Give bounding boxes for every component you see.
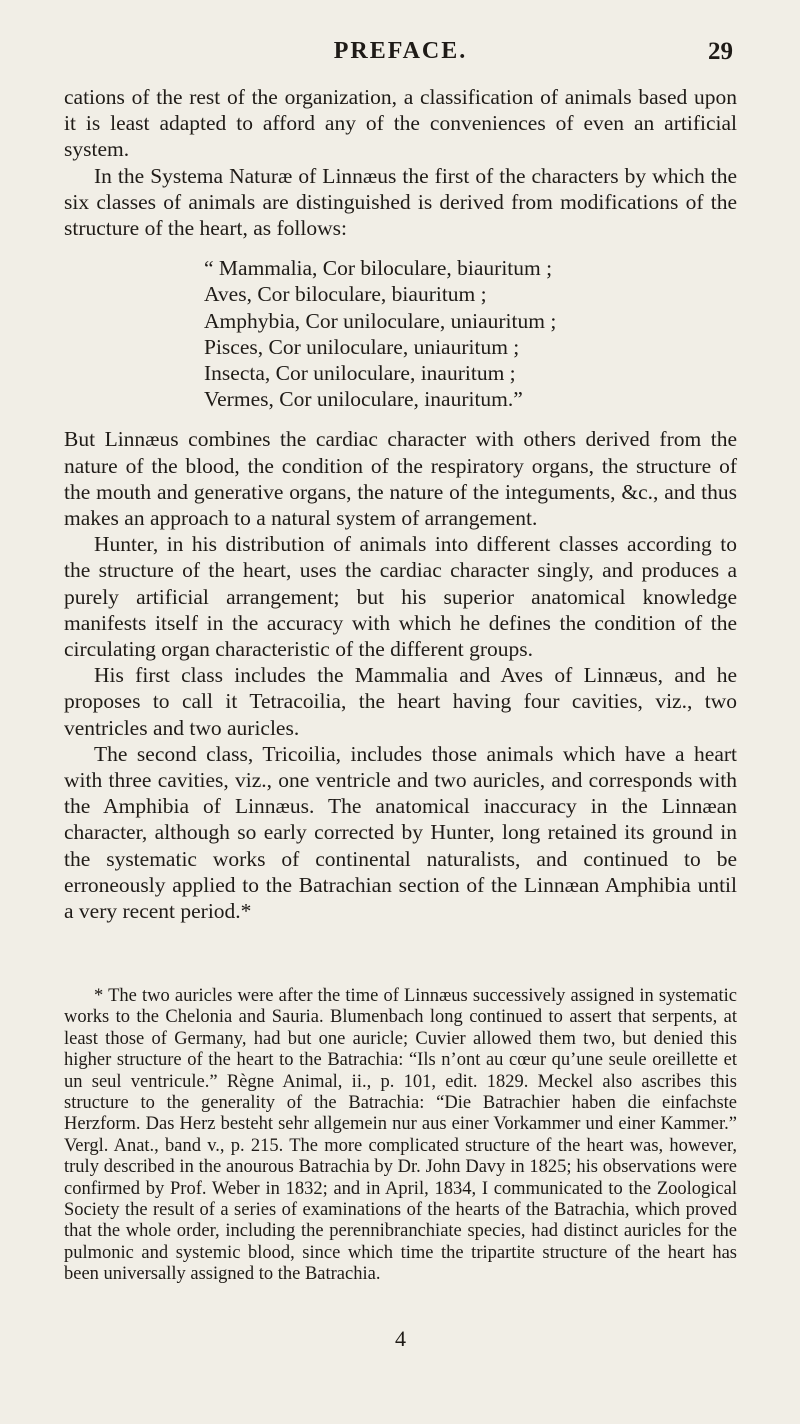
running-title: PREFACE. — [333, 38, 468, 64]
main-text — [64, 84, 737, 924]
quote-line: Amphybia, Cor uniloculare, uniauritum ; — [204, 308, 557, 333]
quote-line: Vermes, Cor uniloculare, inauritum.” — [204, 387, 523, 412]
page — [64, 0, 737, 1424]
paragraph: But Linnæus combines the cardiac character with others derived from the nature of the blood, the condition of the respiratory organs, the structure of the mouth and generative organs, the nature of the integuments, &c., and thus makes an approach to a natural system of arrangement. — [64, 427, 737, 531]
quote-line: Pisces, Cor uniloculare, uniauritum ; — [204, 334, 520, 359]
quote-line: Aves, Cor biloculare, biauritum ; — [204, 282, 487, 307]
paragraph: cations of the rest of the organization, a classification of animals based upon it is least adapted to afford any of the conveniences of even an artificial system. — [64, 85, 737, 162]
footnote-text: * The two auricles were after the time of Linnæus successively assigned in systematic works to the Chelonia and Sauria. Blumenbach long continued to assert that serpents, at least those of Germany, had but one auricle; Cuvier allowed them two, but denied this higher structure of the heart to the Batrachia: “Ils n’ont au cœur qu’une seule oreillette et un seul ventricule.” Règne Animal, ii., p. 101, edit. 1829. Meckel also ascribes this structure to the generality of the Batrachia: “Die Batrachier haben die einfachste Herzform. Das Herz besteht sehr allgemein nur aus einer Vorkammer und einer Kammer.” Vergl. Anat., band v., p. 215. The more complicated structure of the heart was, however, truly described in the anourous Batrachia by Dr. John Davy in 1825; his observations were confirmed by Prof. Weber in 1832; and in April, 1834, I communicated to the Zoological Society the result of a series of examinations of the hearts of the Batrachia, which proved that the whole order, including the perennibranchiate species, had distinct auricles for the pulmonic and systemic blood, since which time the tripartite structure of the heart has been universally assigned to the Batrachia. — [64, 986, 737, 1285]
footnote — [64, 986, 737, 1286]
linnaeus-quote — [204, 255, 737, 412]
running-header — [64, 38, 737, 78]
quote-line: “ Mammalia, Cor biloculare, biauritum ; — [204, 256, 553, 281]
paragraph: Hunter, in his distribution of animals into different classes according to the structure of the heart, uses the cardiac character singly, and produces a purely artificial arrangement; but his superior anatomical knowledge manifests itself in the accuracy with which he defines the condition of the circulating organ characteristic of the different groups. — [64, 532, 737, 662]
paragraph: In the Systema Naturæ of Linnæus the first of the characters by which the six classes of animals are distinguished is derived from modifications of the structure of the heart, as follows: — [64, 163, 737, 241]
paragraph: The second class, Tricoilia, includes those animals which have a heart with three cavities, viz., one ventricle and two auricles, and corresponds with the Amphibia of Linnæus. The anatomical inaccuracy in the Linnæan character, although so early corrected by Hunter, long retained its ground in the systematic works of continental naturalists, and continued to be erroneously applied to the Batrachian section of the Linnæan Amphibia until a very recent period.* — [64, 741, 737, 924]
quote-line: Insecta, Cor uniloculare, inauritum ; — [204, 361, 516, 386]
signature-mark: 4 — [395, 1326, 406, 1351]
paragraph: His first class includes the Mammalia and Aves of Linnæus, and he proposes to call it Tetracoilia, the heart having four cavities, viz., two ventricles and two auricles. — [64, 663, 737, 740]
page-number: 29 — [708, 38, 733, 65]
